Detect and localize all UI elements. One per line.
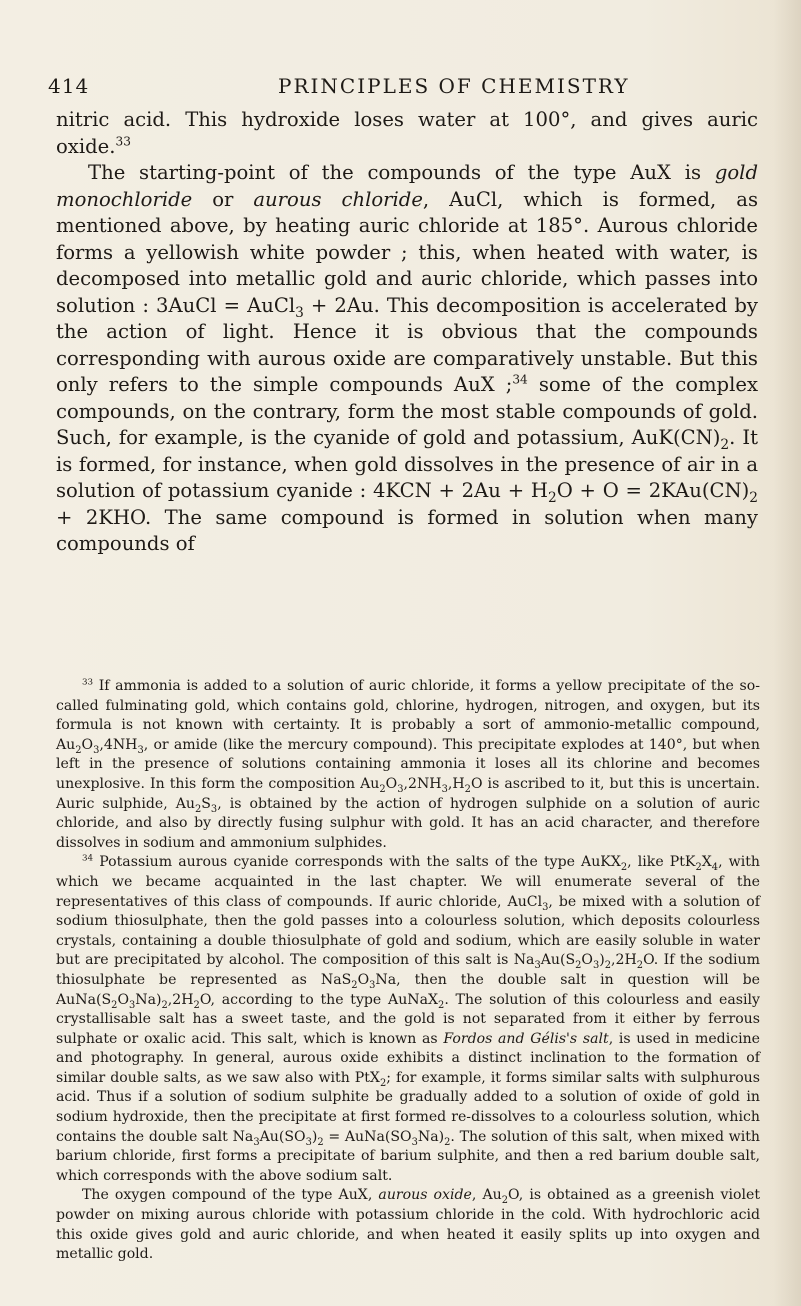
paragraph-2: The starting-point of the compounds of the type AuX is gold monochloride or aurous chloride, AuCl, which is formed, as mentioned above, by heating auric chloride at 185°. Aurous chloride forms a yellowish white powder ; this, when heated with water, is decomposed into metallic gold and auric chloride, which passes into solution : 3AuCl = AuCl$_3$ + 2Au. This decomposition is accelerated by the action of light. Hence it is obvious that the compounds corresponding with aurous oxide are comparatively unstable. But this only refers to the simple compounds AuX ;$^{34}$ some of the complex compounds, on the contrary, form the most stable compounds of gold. Such, for example, is the cyanide of gold and potassium, $AuK(CN)_2$. It is formed, for instance, when gold dissolves in the presence of air in a solution of potassium cyanide : $4KCN + 2Au + H_2O + O = 2KAu(CN)_2 + 2KHO$. The same compound is formed in solution when many compounds of bbox=[56, 161, 759, 555]
footnote-number: 34 bbox=[82, 853, 94, 864]
footnote-ref-34: 34 bbox=[512, 372, 528, 387]
running-header bbox=[48, 74, 743, 98]
main-text bbox=[56, 107, 758, 558]
footnote-number: 33 bbox=[82, 677, 94, 688]
running-title: PRINCIPLES OF CHEMISTRY bbox=[278, 74, 630, 98]
footnote-34: $^{34}$ Potassium aurous cyanide corresponds with the salts of the type AuKX$_2$, like $PtK_2X_4$, with which we became acquainted in the last chapter. We will enumerate several of the representatives of this class of compounds. If auric chloride, AuCl$_3$, be mixed with a solution of sodium thiosulphate, then the gold passes into a colourless solution, which deposits colourless crystals, containing a double thiosulphate of gold and sodium, which are easily soluble in water but are precipitated by alcohol. The composition of this salt is $Na_3Au(S_2O_3)_2,2H_2O$. If the sodium thiosulphate be represented as $NaS_2O_3Na$, then the double salt in question will be $AuNa(S_2O_3Na)_2,2H_2O$, according to the type AuNaX$_2$. The solution of this colourless and easily crystallisable salt has a sweet taste, and the gold is not separated from it either by ferrous sulphate or oxalic acid. This salt, which is known as Fordos and Gélis's salt, is used in medicine and photography. In general, aurous oxide exhibits a distinct inclination to the formation of similar double salts, as we saw also with PtX$_2$; for example, it forms similar salts with sulphurous acid. Thus if a solution of sodium sulphite be gradually added to a solution of oxide of gold in sodium hydroxide, then the precipitate at first formed re-dissolves to a colourless solution, which contains the double salt $Na_3Au(SO_3)_2$ = $AuNa(SO_3Na)_2$. The solution of this salt, when mixed with barium chloride, first forms a precipitate of barium sulphite, and then a red barium double salt, which corresponds with the above sodium salt. bbox=[56, 853, 761, 1184]
footnote-ref-33: 33 bbox=[115, 133, 131, 148]
footnotes bbox=[56, 677, 760, 1265]
page-edge-shadow bbox=[773, 0, 801, 1306]
footnote-33: $^{33}$ If ammonia is added to a solution of auric chloride, it forms a yellow precipitate of the so-called fulminating gold, which contains gold, chlorine, hydrogen, nitrogen, and oxygen, but its formula is not known with certainty. It is probably a sort of ammonio-metallic compound, $Au_2O_3,4NH_3$, or amide (like the mercury compound). This precipitate explodes at 140°, but when left in the presence of solutions containing ammonia it loses all its chlorine and becomes unexplosive. In this form the composition $Au_2O_3,2NH_3,H_2O$ is ascribed to it, but this is uncertain. Auric sulphide, $Au_2S_3$, is obtained by the action of hydrogen sulphide on a solution of auric chloride, and also by directly fusing sulphur with gold. It has an acid character, and therefore dissolves in sodium and ammonium sulphides. bbox=[56, 677, 760, 851]
footnote-34-continued: The oxygen compound of the type AuX, aurous oxide, $Au_2O$, is obtained as a greenish violet powder on mixing aurous chloride with potassium chloride in the cold. With hydrochloric acid this oxide gives gold and auric chloride, and when heated it easily splits up into oxygen and metallic gold. bbox=[56, 1187, 760, 1263]
page-number: 414 bbox=[48, 74, 90, 98]
paragraph-1: nitric acid. This hydroxide loses water at 100°, and gives auric oxide.$^{33}$ bbox=[56, 108, 758, 158]
